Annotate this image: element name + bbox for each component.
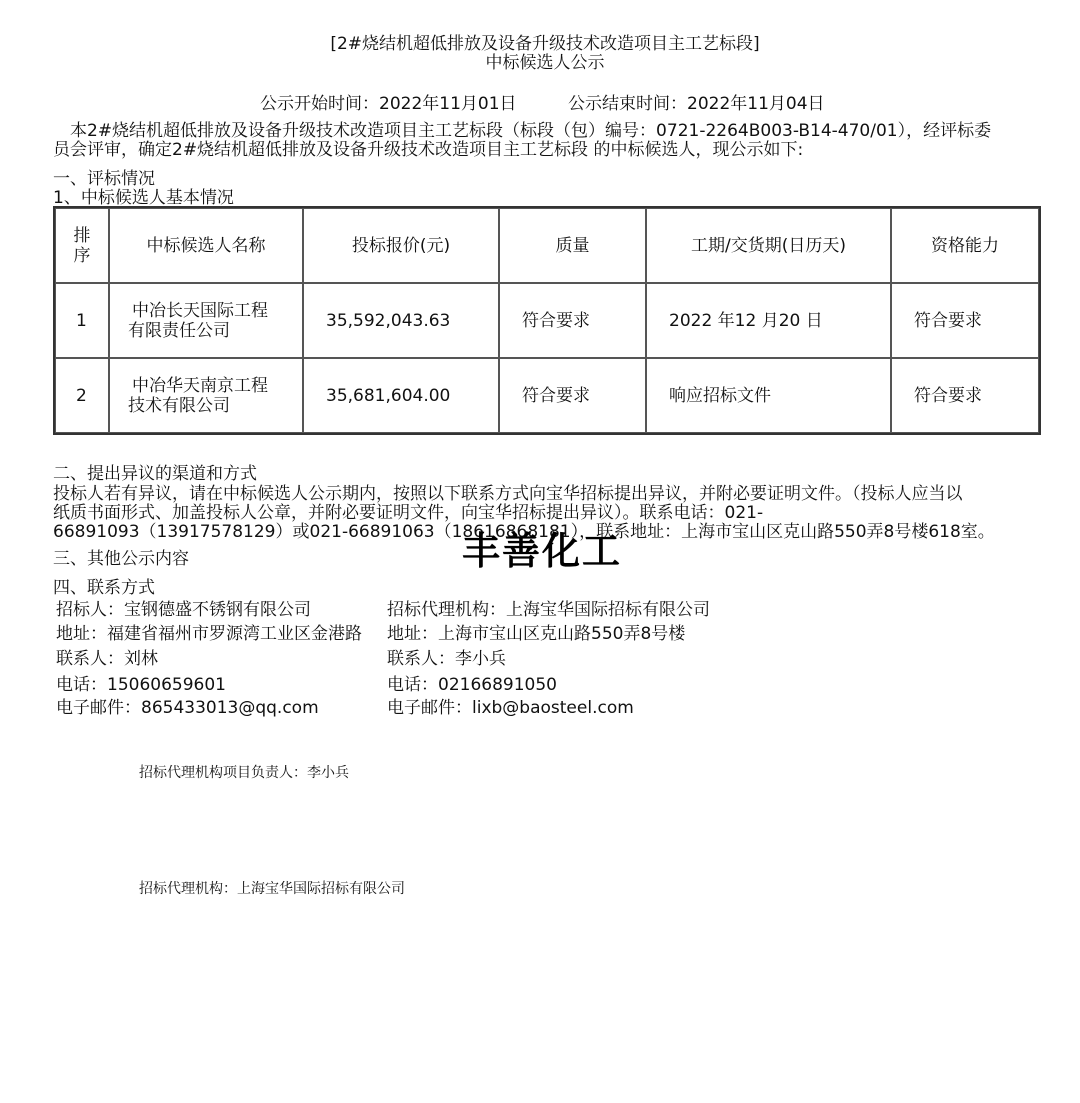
person-in-charge: 招标代理机构项目负责人：李小兵 bbox=[139, 765, 349, 781]
header-name: 中标候选人名称 bbox=[109, 208, 303, 283]
objection-line-1: 投标人若有异议，请在中标候选人公示期内，按照以下联系方式向宝华招标提出异议，并附必要证明文件。（投标人应当以 bbox=[53, 484, 963, 504]
section2-heading: 二、提出异议的渠道和方式 bbox=[53, 464, 257, 484]
cell-qualification: 符合要求 bbox=[891, 283, 1039, 358]
header-quality: 质量 bbox=[499, 208, 646, 283]
tenderer-name: 招标人：宝钢德盛不锈钢有限公司 bbox=[56, 600, 311, 620]
cell-price: 35,681,604.00 bbox=[303, 358, 499, 433]
cell-rank: 1 bbox=[55, 283, 109, 358]
table-header-row bbox=[55, 208, 1039, 283]
agency-address: 地址：上海市宝山区克山路550弄8号楼 bbox=[387, 624, 686, 644]
objection-line-3: 66891093（13917578129）或021-66891063（18616868181），联系地址：上海市宝山区克山路550弄8号楼618室。 bbox=[53, 522, 995, 542]
header-period: 工期/交货期(日历天) bbox=[646, 208, 891, 283]
cell-rank: 2 bbox=[55, 358, 109, 433]
tenderer-address: 地址：福建省福州市罗源湾工业区金港路 bbox=[56, 624, 362, 644]
cell-quality: 符合要求 bbox=[499, 283, 646, 358]
cell-period: 2022 年12 月20 日 bbox=[646, 283, 891, 358]
agency-phone: 电话：02166891050 bbox=[387, 675, 557, 695]
table-row bbox=[55, 358, 1039, 433]
start-time: 公示开始时间：2022年11月01日 bbox=[260, 94, 517, 114]
tenderer-contact: 联系人：刘林 bbox=[56, 649, 158, 669]
header-qualification: 资格能力 bbox=[891, 208, 1039, 283]
section1-heading: 一、评标情况 bbox=[53, 169, 155, 189]
header-price: 投标报价(元) bbox=[303, 208, 499, 283]
agency-contact: 联系人：李小兵 bbox=[387, 649, 506, 669]
tenderer-phone: 电话：15060659601 bbox=[56, 675, 226, 695]
intro-line-2: 员会评审，确定2#烧结机超低排放及设备升级技术改造项目主工艺标段 的中标候选人，现公示如下: bbox=[53, 140, 804, 160]
intro-line-1: 本2#烧结机超低排放及设备升级技术改造项目主工艺标段（标段（包）编号：0721-2264B003-B14-470/01），经评标委 bbox=[70, 121, 992, 141]
tenderer-email: 电子邮件：865433013@qq.com bbox=[56, 698, 319, 718]
cell-name: 中冶长天国际工程 有限责任公司 bbox=[109, 283, 303, 358]
agency-signature: 招标代理机构：上海宝华国际招标有限公司 bbox=[139, 881, 405, 897]
header-rank: 排序 bbox=[55, 208, 109, 283]
cell-period: 响应招标文件 bbox=[646, 358, 891, 433]
agency-name: 招标代理机构：上海宝华国际招标有限公司 bbox=[387, 600, 710, 620]
candidate-table bbox=[53, 206, 1041, 435]
watermark: 丰善化工 bbox=[462, 529, 623, 573]
end-time: 公示结束时间：2022年11月04日 bbox=[568, 94, 825, 114]
objection-line-2: 纸质书面形式、加盖投标人公章，并附必要证明文件，向宝华招标提出异议）。联系电话：021- bbox=[53, 503, 764, 523]
cell-name: 中冶华天南京工程 技术有限公司 bbox=[109, 358, 303, 433]
page-subtitle: 中标候选人公示 bbox=[485, 53, 605, 73]
section4-heading: 四、联系方式 bbox=[53, 578, 155, 598]
section1-subheading: 1、中标候选人基本情况 bbox=[53, 188, 234, 208]
section3-heading: 三、其他公示内容 bbox=[53, 549, 189, 569]
agency-email: 电子邮件：lixb@baosteel.com bbox=[387, 698, 634, 718]
cell-price: 35,592,043.63 bbox=[303, 283, 499, 358]
project-title: [2#烧结机超低排放及设备升级技术改造项目主工艺标段] bbox=[330, 34, 760, 54]
table-row bbox=[55, 283, 1039, 358]
cell-qualification: 符合要求 bbox=[891, 358, 1039, 433]
cell-quality: 符合要求 bbox=[499, 358, 646, 433]
